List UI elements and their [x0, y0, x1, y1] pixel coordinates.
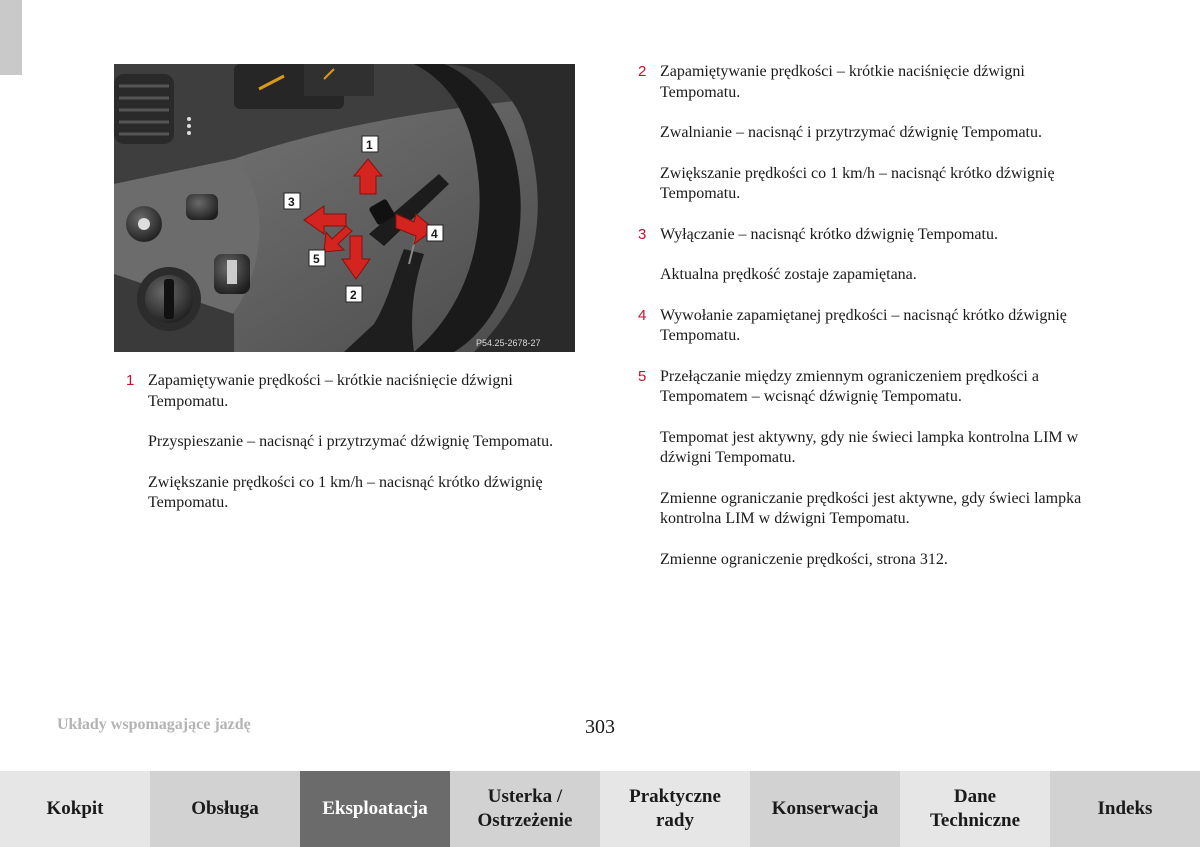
page-number: 303	[585, 716, 615, 738]
right-column	[638, 62, 1108, 590]
nav-tab-konserwacja[interactable]: Konserwacja	[750, 771, 900, 847]
nav-tab-usterka-ostrzeżenie[interactable]: Usterka / Ostrzeżenie	[450, 771, 600, 847]
callout-1-icon	[362, 136, 378, 152]
figure-code: P54.25-2678-27	[476, 338, 541, 348]
item-number: 4	[638, 306, 647, 324]
nav-tab-dane-techniczne[interactable]: Dane Techniczne	[900, 771, 1050, 847]
instruction-text: Tempomat jest aktywny, gdy nie świeci lampka kontrolna LIM w dźwigni Tempomatu.	[660, 428, 1079, 466]
instruction-text: Zapamiętywanie prędkości – krótkie naciśnięcie dźwigni Tempomatu.	[660, 63, 1025, 101]
nav-tab-eksploatacja[interactable]: Eksploatacja	[300, 771, 450, 847]
instruction-text: Zmienne ograniczanie prędkości jest aktywne, gdy świeci lampka kontrolna LIM w dźwigni Tempomatu.	[660, 489, 1082, 527]
instruction-item	[638, 225, 1108, 286]
instruction-text: Zmienne ograniczenie prędkości, strona 312.	[660, 550, 948, 568]
chapter-navigation	[0, 771, 1200, 847]
instruction-text: Przełączanie między zmiennym ograniczeniem prędkości a Tempomatem – wcisnąć dźwignię Tempomatu.	[660, 367, 1039, 405]
instruction-text: Zwiększanie prędkości co 1 km/h – nacisnąć krótko dźwignię Tempomatu.	[148, 473, 543, 511]
instruction-text: Zapamiętywanie prędkości – krótkie naciśnięcie dźwigni Tempomatu.	[148, 372, 513, 410]
nav-tab-kokpit[interactable]: Kokpit	[0, 771, 150, 847]
callout-2-icon	[346, 286, 362, 302]
item-number: 1	[126, 372, 135, 389]
instruction-item	[638, 306, 1108, 347]
item-number: 3	[638, 225, 647, 243]
section-title: Układy wspomagające jazdę	[57, 716, 251, 733]
svg-text:2: 2	[350, 288, 357, 302]
instruction-text: Aktualna prędkość zostaje zapamiętana.	[660, 266, 917, 283]
cruise-control-figure	[114, 64, 575, 352]
svg-text:5: 5	[313, 252, 320, 266]
nav-tab-indeks[interactable]: Indeks	[1050, 771, 1200, 847]
instruction-text: Wywołanie zapamiętanej prędkości – nacisnąć krótko dźwignię Tempomatu.	[660, 306, 1067, 344]
item-number: 5	[638, 367, 647, 385]
corner-tab-marker	[0, 0, 22, 75]
instruction-text: Przyspieszanie – nacisnąć i przytrzymać dźwignię Tempomatu.	[148, 433, 554, 450]
instruction-item	[638, 62, 1108, 205]
dashboard-illustration	[114, 64, 575, 352]
item-number: 2	[638, 63, 647, 80]
svg-text:4: 4	[431, 227, 438, 241]
callout-3-icon	[284, 193, 300, 209]
instruction-item	[126, 371, 586, 514]
instruction-text: Wyłączanie – nacisnąć krótko dźwignię Tempomatu.	[660, 225, 998, 243]
left-column	[126, 371, 586, 534]
callout-5-icon	[309, 250, 325, 266]
svg-text:3: 3	[288, 195, 295, 209]
air-vent-icon	[114, 74, 174, 144]
svg-text:1: 1	[366, 138, 373, 152]
nav-tab-praktyczne-rady[interactable]: Praktyczne rady	[600, 771, 750, 847]
instruction-item	[638, 367, 1108, 571]
callout-4-icon	[427, 225, 443, 241]
instruction-text: Zwalnianie – nacisnąć i przytrzymać dźwignię Tempomatu.	[660, 124, 1042, 141]
instruction-text: Zwiększanie prędkości co 1 km/h – nacisnąć krótko dźwignię Tempomatu.	[660, 164, 1055, 202]
nav-tab-obsługa[interactable]: Obsługa	[150, 771, 300, 847]
